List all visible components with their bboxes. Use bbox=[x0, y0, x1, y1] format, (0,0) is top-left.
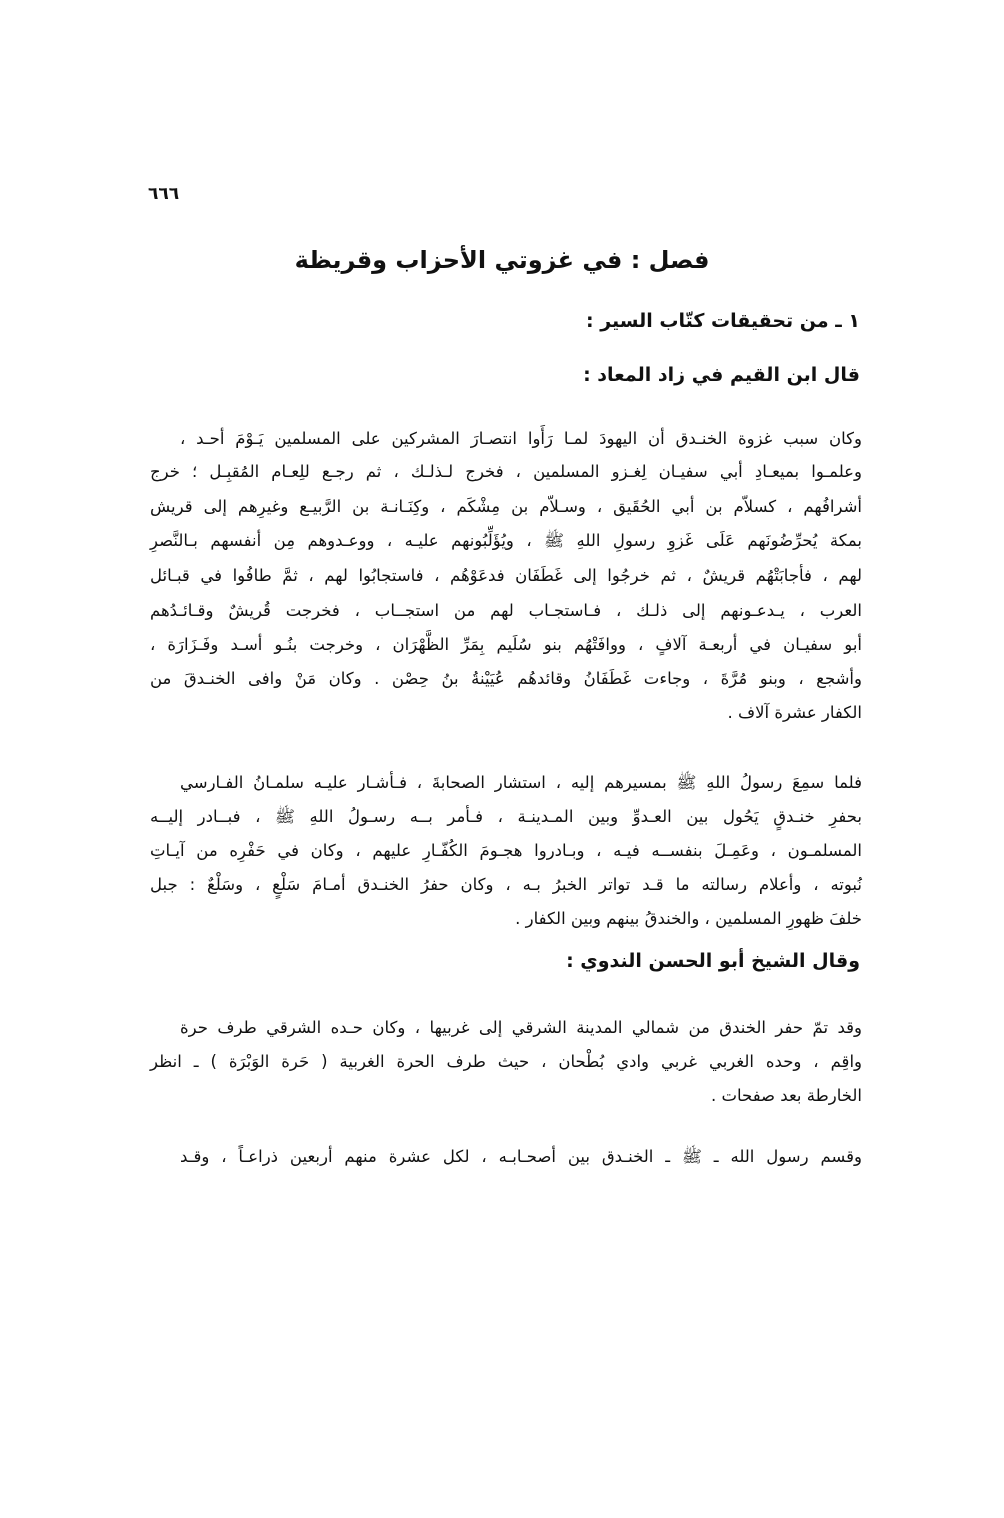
text-line: الكفار عشرة آلاف . bbox=[727, 703, 862, 722]
text-line: خلفَ ظهورِ المسلمين ، والخندقُ بينهم وبين الكفار . bbox=[515, 909, 862, 928]
text-line: أبو سفيـان في أربعـة آلافٍ ، ووافَتْهُم بنو سُلَيم بِمَرِّ الظَّهْرَان ، وخرجت بنُـو أسـد وفَـزَارَة ، bbox=[150, 635, 862, 654]
text-line: وعلمـوا بميعـادِ أبي سفيـان لِغـزو المسلمين ، فخرج لـذلـك ، ثم رجـع للِعـام المُقبِـل ؛ خرج bbox=[150, 462, 862, 481]
source-heading-nadwi: وقال الشيخ أبو الحسن الندوي : bbox=[566, 950, 860, 972]
source-heading-ibn-qayyim: قال ابن القيم في زاد المعاد : bbox=[583, 364, 860, 386]
section-heading: ١ ـ من تحقيقات كتّاب السير : bbox=[585, 310, 860, 332]
page-number: ٦٦٦ bbox=[148, 184, 180, 204]
text-line: واقِم ، وحده الغربي غربي وادي بُطْحان ، حيث طرف الحرة الغربية ( حَرة الوَبْرَة ) ـ انظر bbox=[150, 1052, 862, 1071]
text-line: فلما سمِعَ رسولُ اللهِ ﷺ بمسيرهم إليه ، استشار الصحابةَ ، فـأشـار عليـه سلمـانُ الفـارسي bbox=[180, 773, 862, 792]
text-line: وقسم رسول الله ـ ﷺ ـ الخنـدق بين أصحـابـه ، لكل عشرة منهم أربعين ذراعـاً ، وقـد bbox=[180, 1147, 862, 1166]
text-line: نُبوته ، وأعلام رسالته ما قـد تواتر الخبرُ بـه ، وكان حفرُ الخنـدق أمـامَ سَلْعٍ ، وسَلْعٌ : جبل bbox=[150, 875, 862, 894]
chapter-title: فصل : في غزوتي الأحزاب وقريظة bbox=[294, 246, 710, 274]
text-line: وكان سبب غزوة الخنـدق أن اليهودَ لمـا رَأَوا انتصـارَ المشركين على المسلمين يَـوْمَ أحـد ، bbox=[180, 429, 862, 448]
text-line: العرب ، يـدعـونهم إلى ذلـك ، فـاستجـاب لهم من استجــاب ، فخرجت قُريشٌ وقـائـدُهم bbox=[150, 601, 862, 620]
text-line: بحفرِ خنـدقٍ يَحُول بين العـدوِّ وبين المـدينـة ، فـأمر بــه رسـولُ اللهِ ﷺ ، فبــادر إليــه bbox=[150, 807, 862, 826]
text-line: أشرافُهم ، كسلاّم بن أبي الحُقَيق ، وسـلاّم بن مِشْكَم ، وكِنَـانـة بن الرَّبيـع وغيرِهم إلى قريش bbox=[150, 497, 862, 516]
text-line: وقد تمّ حفر الخندق من شمالي المدينة الشرقي إلى غربيها ، وكان حـده الشرقي طرف حرة bbox=[180, 1018, 862, 1037]
text-line: وأشجع ، وبنو مُرَّةَ ، وجاءت غَطَفَانُ وقائدهُم عُيَيْنةُ بنُ حِصْن . وكان مَنْ وافى الخنـدقَ من bbox=[150, 669, 862, 688]
text-line: المسلمـون ، وعَمِـلَ بنفســه فيـه ، وبـادروا هجـومَ الكُفّـارِ عليهم ، وكان في حَفْرِه من آيـاتِ bbox=[150, 841, 862, 860]
text-line: لهم ، فأجابَتْهُم قريشٌ ، ثم خرجُوا إلى غَطَفَان فدعَوْهُم ، فاستجابُوا لهم ، ثمَّ طافُوا في قبـائل bbox=[150, 566, 862, 585]
text-line: الخارطة بعد صفحات . bbox=[711, 1086, 862, 1105]
text-line: بمكة يُحرِّضُونَهم عَلَى غَزوِ رسولِ اللهِ ﷺ ، ويُؤَلِّبُونهم عليـه ، ووعـدوهم مِن أنفسهم بـالنَّصرِ bbox=[150, 531, 862, 550]
